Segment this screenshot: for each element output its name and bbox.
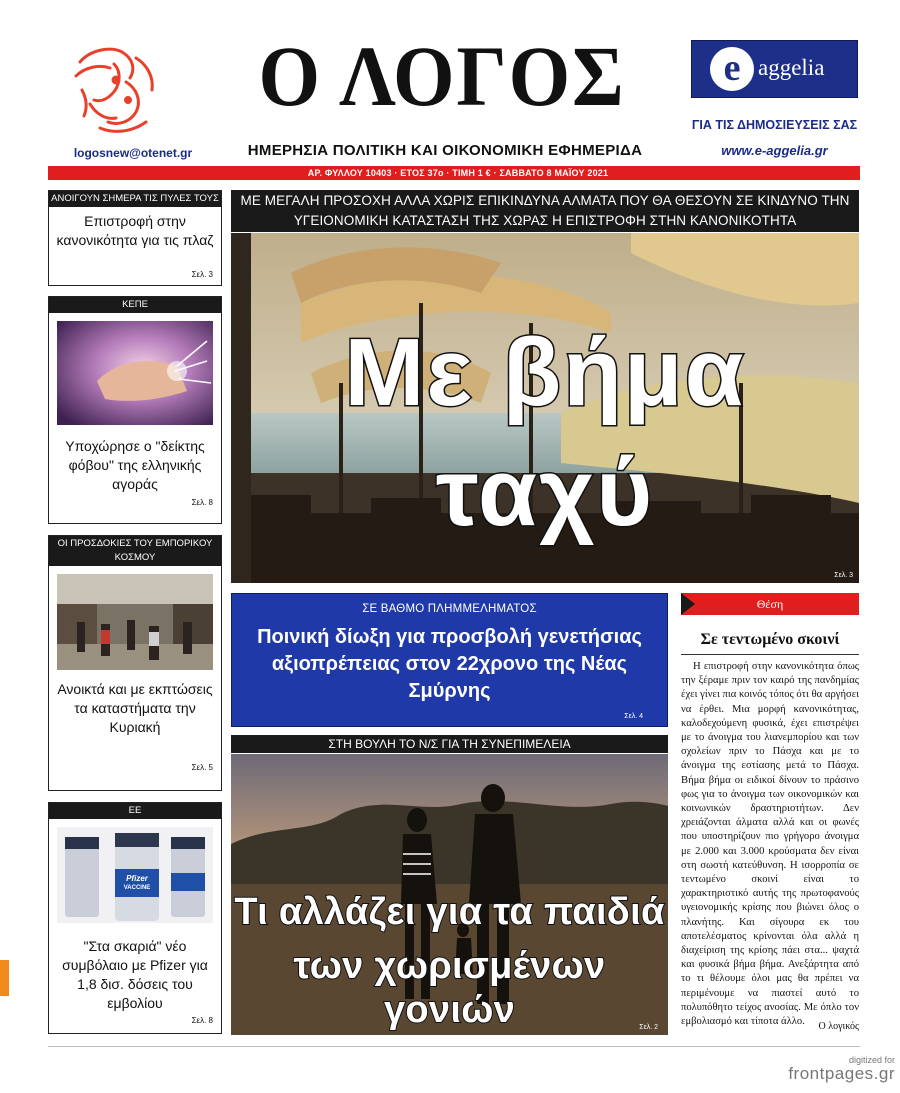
- story3-headline-line1: Τι αλλάζει για τα παιδιά: [234, 891, 665, 933]
- story2-kicker: ΣΕ ΒΑΘΜΟ ΠΛΗΜΜΕΛΗΜΑΤΟΣ: [362, 603, 537, 615]
- editorial-label-bar: [681, 593, 859, 615]
- watermark: [760, 1055, 895, 1083]
- sidebar-headline: Ανοικτά και με εκπτώσεις τα καταστήματα την Κυριακή: [57, 681, 213, 735]
- story3-photo[interactable]: [231, 754, 668, 1035]
- sidebar-page-ref: Σελ. 3: [191, 270, 213, 279]
- story3-page-ref: Σελ. 2: [639, 1024, 658, 1031]
- shops-photo: [57, 574, 213, 670]
- story3-headline-line2: των χωρισμένων γονιών: [293, 945, 606, 1031]
- sidebar-story-kepe[interactable]: [48, 296, 222, 524]
- sidebar-kicker: ΑΝΟΙΓΟΥΝ ΣΗΜΕΡΑ ΤΙΣ ΠΥΛΕΣ ΤΟΥΣ: [49, 191, 221, 207]
- story2-headline: Ποινική δίωξη για προσβολή γενετήσιας αξιοπρέπειας στον 22χρονο της Νέας Σμύρνης: [257, 626, 642, 702]
- editorial-divider: [681, 654, 859, 655]
- orange-edge-tab: [0, 960, 9, 996]
- sidebar-kicker: ΚΕΠΕ: [49, 297, 221, 313]
- kepe-photo: [57, 321, 213, 425]
- lead-page-ref: Σελ. 3: [834, 572, 853, 579]
- watermark-line2: frontpages.gr: [788, 1064, 895, 1083]
- sidebar-page-ref: Σελ. 8: [191, 498, 213, 507]
- story2-page-ref: Σελ. 4: [624, 713, 643, 720]
- editorial-label: Θέση: [756, 597, 784, 611]
- sidebar-headline: Επιστροφή στην κανονικότητα για τις πλαζ: [56, 213, 214, 248]
- masthead-email[interactable]: logosnew@otenet.gr: [73, 146, 193, 160]
- lead-deck: ΜΕ ΜΕΓΑΛΗ ΠΡΟΣΟΧΗ ΑΛΛΑ ΧΩΡΙΣ ΕΠΙΚΙΝΔΥΝΑ ΑΛΜΑΤΑ ΠΟΥ ΘΑ ΘΕΣΟΥΝ ΣΕ ΚΙΝΔΥΝΟ ΤΗΝ ΥΓΕΙΟΝΟΜΙΚΗ ΚΑΤΑΣΤΑΣΗ ΤΗΣ ΧΩΡΑΣ Η ΕΠΙΣΤΡΟΦΗ ΣΤΗΝ ΚΑΝΟΝΙΚΟΤΗΤΑ: [231, 190, 859, 232]
- e-aggelia-ad[interactable]: [691, 40, 858, 98]
- logo-faces-icon: [70, 42, 162, 138]
- sidebar-story-shops[interactable]: [48, 535, 222, 791]
- issue-line: ΑΡ. ΦΥΛΛΟΥ 10403 · ΕΤΟΣ 37ο · ΤΙΜΗ 1 € · ΣΑΒΒΑΤΟ 8 ΜΑΪΟΥ 2021: [307, 168, 609, 178]
- masthead-subtitle: ΗΜΕΡΗΣΙΑ ΠΟΛΙΤΙΚΗ ΚΑΙ ΟΙΚΟΝΟΜΙΚΗ ΕΦΗΜΕΡΙΔΑ: [247, 142, 643, 159]
- vaccine-vials-photo: [57, 827, 213, 923]
- sidebar-kicker: ΟΙ ΠΡΟΣΔΟΚΙΕΣ ΤΟΥ ΕΜΠΟΡΙΚΟΥ ΚΟΣΜΟΥ: [49, 536, 221, 566]
- ad-logo-letter: e: [710, 47, 754, 91]
- bottom-divider: [48, 1046, 860, 1047]
- story3-deck: ΣΤΗ ΒΟΥΛΗ ΤΟ Ν/Σ ΓΙΑ ΤΗ ΣΥΝΕΠΙΜΕΛΕΙΑ: [231, 735, 668, 753]
- watermark-line1: digitized for: [848, 1055, 895, 1065]
- lead-photo[interactable]: [231, 233, 859, 583]
- vial-vaccine-label: VACCINE: [123, 885, 151, 891]
- lead-headline-line2: ταχύ: [435, 439, 655, 546]
- sidebar-story-pfizer[interactable]: [48, 802, 222, 1034]
- issue-bar: [48, 166, 860, 180]
- sidebar-page-ref: Σελ. 5: [191, 763, 213, 772]
- sidebar-headline: Υποχώρησε ο "δείκτης φόβου" της ελληνικής αγοράς: [65, 438, 205, 492]
- ad-tagline: ΓΙΑ ΤΙΣ ΔΗΜΟΣΙΕΥΣΕΙΣ ΣΑΣ: [691, 118, 858, 132]
- editorial-title[interactable]: Σε τεντωμένο σκοινί: [700, 631, 840, 648]
- sidebar-page-ref: Σελ. 8: [191, 1016, 213, 1025]
- ad-url[interactable]: www.e-aggelia.gr: [721, 143, 828, 158]
- sidebar-headline: "Στα σκαριά" νέο συμβόλαιο με Pfizer για 1,8 δισ. δόσεις του εμβολίου: [62, 938, 208, 1011]
- sidebar-kicker: ΕΕ: [49, 803, 221, 819]
- lead-headline-line1: Με βήμα: [344, 319, 746, 426]
- sidebar-story-beaches[interactable]: [48, 190, 222, 286]
- editorial-signature: Ο λογικός: [818, 1021, 859, 1032]
- ad-logo-word: aggelia: [758, 55, 825, 80]
- editorial-body: Η επιστροφή στην κανονικότητα όπως την ξέραμε πριν τον καιρό της πανδημίας έχει γίνει πια κοινός τόπος ότι θα αργήσει να έρθει. Μια μορφή κανονικότητας, καλοδεχούμενη φυσικά, έχει επιστρέψει με το άνοιγμα του λιανεμπορίου και των σχολείων πριν το Πάσχα και με το άνοιγμα της εστίασης μετά το Πάσχα. Βήμα βήμα οι ειδικοί δίνουν το πράσινο φως για το άνοιγμα των οικονομικών και κοινωνικών δραστηριοτήτων. Δεν χρειάζονται άλματα αλλά και οι φωνές που υποστηρίζουν πιο γρήγορο άνοιγμα με 2.000 και 3.000 κρούσματα δεν είναι στη σωστή κατεύθυνση. Η ισορροπία σε τεντωμένο σκοινί είναι το χαρακτηριστικό αυτής της πρωτοφανούς υγειονομικής κρίσης που βιώνει όλος ο πλανήτης. Και σίγουρα εκ του αποτελέσματος κρίνονται όλα αλλά η διαχείριση της κρίσης πάει στα... ψαχτά και φυσικά βήμα βήμα. Ανεξάρτητα από το τι θέλουμε όλοι μας θα πρέπει να περιμένουμε να πιαστεί αυτό το πολυπόθητο τείχος ανοσίας. Με όπλο τον εμβολιασμό και τίποτα άλλο.: [681, 661, 859, 1028]
- story-prosecution[interactable]: [231, 593, 668, 727]
- vial-brand-label: Pfizer: [126, 874, 148, 883]
- masthead-title: Ο ΛΟΓΟΣ: [258, 28, 626, 124]
